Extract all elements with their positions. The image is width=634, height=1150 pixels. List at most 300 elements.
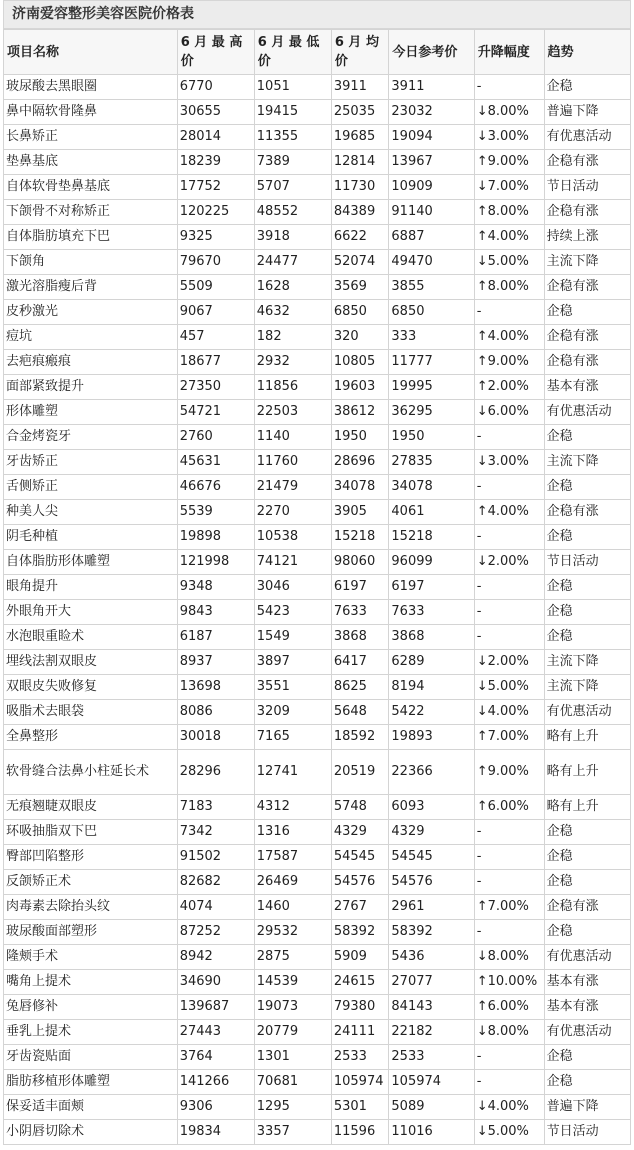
header-june-max: 6 月 最 高价 — [177, 30, 254, 75]
cell-june-max: 457 — [177, 325, 254, 350]
cell-june-min: 20779 — [254, 1020, 331, 1045]
cell-june-avg: 54545 — [331, 845, 389, 870]
cell-june-max: 91502 — [177, 845, 254, 870]
table-row — [4, 650, 631, 675]
cell-june-avg: 58392 — [331, 920, 389, 945]
cell-today-ref: 27835 — [389, 450, 474, 475]
cell-change: ↑10.00% — [474, 970, 544, 995]
cell-trend: 企稳 — [544, 845, 630, 870]
cell-june-avg: 3569 — [331, 275, 389, 300]
cell-item-name: 形体雕塑 — [4, 400, 178, 425]
cell-today-ref: 11777 — [389, 350, 474, 375]
cell-change: - — [474, 600, 544, 625]
cell-june-avg: 98060 — [331, 550, 389, 575]
cell-today-ref: 6093 — [389, 795, 474, 820]
cell-change: ↑2.00% — [474, 375, 544, 400]
table-row — [4, 300, 631, 325]
cell-june-min: 10538 — [254, 525, 331, 550]
cell-change: - — [474, 1070, 544, 1095]
cell-june-max: 30018 — [177, 725, 254, 750]
cell-item-name: 舌侧矫正 — [4, 475, 178, 500]
cell-change: - — [474, 820, 544, 845]
cell-item-name: 环吸抽脂双下巴 — [4, 820, 178, 845]
cell-june-max: 28014 — [177, 125, 254, 150]
cell-today-ref: 15218 — [389, 525, 474, 550]
cell-june-avg: 54576 — [331, 870, 389, 895]
cell-change: - — [474, 475, 544, 500]
cell-june-avg: 2533 — [331, 1045, 389, 1070]
table-row — [4, 500, 631, 525]
cell-june-min: 3918 — [254, 225, 331, 250]
header-june-avg: 6 月 均价 — [331, 30, 389, 75]
cell-june-min: 3551 — [254, 675, 331, 700]
cell-today-ref: 34078 — [389, 475, 474, 500]
cell-trend: 基本有涨 — [544, 375, 630, 400]
cell-today-ref: 36295 — [389, 400, 474, 425]
cell-june-max: 27350 — [177, 375, 254, 400]
cell-june-min: 19415 — [254, 100, 331, 125]
cell-june-max: 17752 — [177, 175, 254, 200]
cell-june-avg: 105974 — [331, 1070, 389, 1095]
cell-trend: 有优惠活动 — [544, 700, 630, 725]
cell-item-name: 保妥适丰面颊 — [4, 1095, 178, 1120]
table-row — [4, 820, 631, 845]
cell-trend: 企稳有涨 — [544, 500, 630, 525]
cell-item-name: 外眼角开大 — [4, 600, 178, 625]
table-row — [4, 550, 631, 575]
cell-june-min: 3046 — [254, 575, 331, 600]
cell-trend: 企稳 — [544, 525, 630, 550]
cell-today-ref: 19094 — [389, 125, 474, 150]
cell-june-min: 24477 — [254, 250, 331, 275]
cell-june-avg: 3911 — [331, 75, 389, 100]
cell-trend: 主流下降 — [544, 250, 630, 275]
cell-change: - — [474, 1045, 544, 1070]
table-row — [4, 970, 631, 995]
cell-june-max: 34690 — [177, 970, 254, 995]
cell-june-avg: 6197 — [331, 575, 389, 600]
cell-june-avg: 5648 — [331, 700, 389, 725]
cell-june-min: 1301 — [254, 1045, 331, 1070]
table-row — [4, 870, 631, 895]
header-june-min: 6 月 最 低价 — [254, 30, 331, 75]
cell-june-avg: 5301 — [331, 1095, 389, 1120]
cell-june-min: 22503 — [254, 400, 331, 425]
cell-trend: 节日活动 — [544, 1120, 630, 1145]
cell-trend: 企稳 — [544, 425, 630, 450]
cell-today-ref: 2533 — [389, 1045, 474, 1070]
cell-change: ↓4.00% — [474, 700, 544, 725]
cell-june-max: 9843 — [177, 600, 254, 625]
cell-item-name: 下颌角 — [4, 250, 178, 275]
cell-june-min: 11760 — [254, 450, 331, 475]
cell-item-name: 玻尿酸面部塑形 — [4, 920, 178, 945]
table-row — [4, 750, 631, 795]
cell-june-min: 1628 — [254, 275, 331, 300]
price-table-container — [3, 0, 631, 1145]
table-row — [4, 675, 631, 700]
cell-today-ref: 13967 — [389, 150, 474, 175]
cell-today-ref: 22182 — [389, 1020, 474, 1045]
cell-today-ref: 3868 — [389, 625, 474, 650]
table-row — [4, 350, 631, 375]
cell-item-name: 牙齿瓷贴面 — [4, 1045, 178, 1070]
cell-june-min: 1316 — [254, 820, 331, 845]
cell-item-name: 水泡眼重睑术 — [4, 625, 178, 650]
cell-trend: 企稳有涨 — [544, 200, 630, 225]
cell-june-avg: 6850 — [331, 300, 389, 325]
cell-change: ↓8.00% — [474, 945, 544, 970]
table-row — [4, 1095, 631, 1120]
cell-trend: 有优惠活动 — [544, 400, 630, 425]
cell-june-max: 9348 — [177, 575, 254, 600]
cell-item-name: 阴毛种植 — [4, 525, 178, 550]
cell-change: - — [474, 300, 544, 325]
cell-june-max: 9067 — [177, 300, 254, 325]
page-title: 济南爱容整形美容医院价格表 — [3, 0, 631, 29]
cell-item-name: 长鼻矫正 — [4, 125, 178, 150]
cell-june-min: 1140 — [254, 425, 331, 450]
cell-june-max: 5539 — [177, 500, 254, 525]
cell-item-name: 全鼻整形 — [4, 725, 178, 750]
cell-june-max: 82682 — [177, 870, 254, 895]
cell-june-avg: 18592 — [331, 725, 389, 750]
cell-today-ref: 58392 — [389, 920, 474, 945]
cell-trend: 有优惠活动 — [544, 125, 630, 150]
cell-trend: 企稳 — [544, 1045, 630, 1070]
cell-item-name: 鼻中隔软骨隆鼻 — [4, 100, 178, 125]
cell-change: ↑9.00% — [474, 150, 544, 175]
cell-june-max: 3764 — [177, 1045, 254, 1070]
cell-change: ↓3.00% — [474, 125, 544, 150]
cell-change: ↓3.00% — [474, 450, 544, 475]
cell-june-avg: 1950 — [331, 425, 389, 450]
cell-item-name: 软骨缝合法鼻小柱延长术 — [4, 750, 178, 795]
cell-june-min: 1295 — [254, 1095, 331, 1120]
cell-item-name: 玻尿酸去黑眼圈 — [4, 75, 178, 100]
table-row — [4, 1045, 631, 1070]
cell-june-avg: 24111 — [331, 1020, 389, 1045]
cell-trend: 企稳 — [544, 300, 630, 325]
cell-june-avg: 2767 — [331, 895, 389, 920]
table-row — [4, 845, 631, 870]
cell-change: ↑9.00% — [474, 750, 544, 795]
cell-today-ref: 7633 — [389, 600, 474, 625]
cell-today-ref: 27077 — [389, 970, 474, 995]
cell-today-ref: 5436 — [389, 945, 474, 970]
cell-trend: 基本有涨 — [544, 995, 630, 1020]
cell-change: ↓8.00% — [474, 100, 544, 125]
cell-item-name: 臀部凹陷整形 — [4, 845, 178, 870]
cell-june-max: 30655 — [177, 100, 254, 125]
cell-trend: 普遍下降 — [544, 1095, 630, 1120]
cell-change: - — [474, 525, 544, 550]
table-row — [4, 895, 631, 920]
cell-today-ref: 49470 — [389, 250, 474, 275]
table-row — [4, 600, 631, 625]
cell-change: ↓7.00% — [474, 175, 544, 200]
cell-trend: 主流下降 — [544, 450, 630, 475]
cell-june-min: 4632 — [254, 300, 331, 325]
cell-june-avg: 3905 — [331, 500, 389, 525]
cell-trend: 主流下降 — [544, 675, 630, 700]
cell-item-name: 兔唇修补 — [4, 995, 178, 1020]
cell-change: ↑4.00% — [474, 225, 544, 250]
table-row — [4, 125, 631, 150]
price-table — [3, 29, 631, 1145]
cell-item-name: 自体软骨垫鼻基底 — [4, 175, 178, 200]
cell-june-max: 27443 — [177, 1020, 254, 1045]
cell-june-avg: 28696 — [331, 450, 389, 475]
cell-june-min: 11355 — [254, 125, 331, 150]
cell-june-min: 4312 — [254, 795, 331, 820]
cell-june-min: 1051 — [254, 75, 331, 100]
cell-trend: 企稳有涨 — [544, 350, 630, 375]
cell-june-avg: 7633 — [331, 600, 389, 625]
cell-item-name: 无痕翘睫双眼皮 — [4, 795, 178, 820]
table-row — [4, 525, 631, 550]
cell-trend: 企稳 — [544, 475, 630, 500]
cell-change: - — [474, 575, 544, 600]
cell-june-min: 19073 — [254, 995, 331, 1020]
cell-today-ref: 84143 — [389, 995, 474, 1020]
table-row — [4, 150, 631, 175]
cell-item-name: 自体脂肪形体雕塑 — [4, 550, 178, 575]
table-row — [4, 325, 631, 350]
cell-today-ref: 5089 — [389, 1095, 474, 1120]
cell-june-avg: 25035 — [331, 100, 389, 125]
cell-june-min: 5707 — [254, 175, 331, 200]
cell-item-name: 隆颊手术 — [4, 945, 178, 970]
cell-change: ↑4.00% — [474, 500, 544, 525]
cell-june-min: 70681 — [254, 1070, 331, 1095]
cell-today-ref: 19893 — [389, 725, 474, 750]
cell-item-name: 肉毒素去除抬头纹 — [4, 895, 178, 920]
table-row — [4, 75, 631, 100]
cell-item-name: 小阴唇切除术 — [4, 1120, 178, 1145]
cell-june-max: 13698 — [177, 675, 254, 700]
cell-trend: 企稳有涨 — [544, 150, 630, 175]
cell-june-avg: 5748 — [331, 795, 389, 820]
cell-item-name: 眼角提升 — [4, 575, 178, 600]
cell-change: ↑6.00% — [474, 995, 544, 1020]
cell-june-max: 45631 — [177, 450, 254, 475]
cell-june-max: 4074 — [177, 895, 254, 920]
cell-june-max: 9306 — [177, 1095, 254, 1120]
cell-change: ↓6.00% — [474, 400, 544, 425]
cell-item-name: 脂肪移植形体雕塑 — [4, 1070, 178, 1095]
table-row — [4, 375, 631, 400]
cell-today-ref: 2961 — [389, 895, 474, 920]
cell-june-max: 9325 — [177, 225, 254, 250]
cell-trend: 企稳 — [544, 870, 630, 895]
table-row — [4, 175, 631, 200]
cell-item-name: 反颌矫正术 — [4, 870, 178, 895]
cell-change: - — [474, 425, 544, 450]
cell-change: ↓2.00% — [474, 550, 544, 575]
cell-item-name: 种美人尖 — [4, 500, 178, 525]
cell-today-ref: 6850 — [389, 300, 474, 325]
cell-change: ↓8.00% — [474, 1020, 544, 1045]
cell-item-name: 埋线法割双眼皮 — [4, 650, 178, 675]
cell-trend: 企稳 — [544, 600, 630, 625]
table-row — [4, 625, 631, 650]
cell-june-max: 46676 — [177, 475, 254, 500]
cell-june-max: 120225 — [177, 200, 254, 225]
table-row — [4, 475, 631, 500]
cell-june-min: 11856 — [254, 375, 331, 400]
cell-june-max: 18239 — [177, 150, 254, 175]
table-row — [4, 995, 631, 1020]
cell-today-ref: 6197 — [389, 575, 474, 600]
cell-trend: 略有上升 — [544, 750, 630, 795]
cell-item-name: 痘坑 — [4, 325, 178, 350]
table-row — [4, 100, 631, 125]
table-row — [4, 275, 631, 300]
cell-today-ref: 3911 — [389, 75, 474, 100]
cell-june-max: 139687 — [177, 995, 254, 1020]
cell-today-ref: 3855 — [389, 275, 474, 300]
cell-today-ref: 1950 — [389, 425, 474, 450]
cell-item-name: 垂乳上提术 — [4, 1020, 178, 1045]
cell-today-ref: 54545 — [389, 845, 474, 870]
cell-june-avg: 15218 — [331, 525, 389, 550]
cell-june-avg: 19603 — [331, 375, 389, 400]
cell-change: ↓4.00% — [474, 1095, 544, 1120]
cell-today-ref: 22366 — [389, 750, 474, 795]
cell-june-min: 7389 — [254, 150, 331, 175]
cell-change: ↑7.00% — [474, 725, 544, 750]
cell-june-min: 2875 — [254, 945, 331, 970]
header-change: 升降幅度 — [474, 30, 544, 75]
cell-item-name: 面部紧致提升 — [4, 375, 178, 400]
cell-june-avg: 84389 — [331, 200, 389, 225]
cell-june-min: 5423 — [254, 600, 331, 625]
cell-june-avg: 20519 — [331, 750, 389, 795]
cell-today-ref: 19995 — [389, 375, 474, 400]
cell-change: ↑8.00% — [474, 275, 544, 300]
cell-june-max: 8937 — [177, 650, 254, 675]
cell-june-max: 19898 — [177, 525, 254, 550]
cell-june-max: 2760 — [177, 425, 254, 450]
cell-trend: 企稳 — [544, 920, 630, 945]
cell-june-min: 1460 — [254, 895, 331, 920]
cell-today-ref: 8194 — [389, 675, 474, 700]
cell-june-max: 6770 — [177, 75, 254, 100]
table-row — [4, 225, 631, 250]
cell-change: - — [474, 870, 544, 895]
cell-item-name: 垫鼻基底 — [4, 150, 178, 175]
cell-june-min: 14539 — [254, 970, 331, 995]
cell-trend: 主流下降 — [544, 650, 630, 675]
cell-june-min: 2932 — [254, 350, 331, 375]
cell-june-avg: 4329 — [331, 820, 389, 845]
cell-item-name: 吸脂术去眼袋 — [4, 700, 178, 725]
cell-june-avg: 52074 — [331, 250, 389, 275]
cell-trend: 略有上升 — [544, 795, 630, 820]
cell-change: ↑7.00% — [474, 895, 544, 920]
cell-item-name: 牙齿矫正 — [4, 450, 178, 475]
cell-change: - — [474, 625, 544, 650]
cell-item-name: 自体脂肪填充下巴 — [4, 225, 178, 250]
cell-june-min: 7165 — [254, 725, 331, 750]
cell-trend: 有优惠活动 — [544, 1020, 630, 1045]
cell-item-name: 合金烤瓷牙 — [4, 425, 178, 450]
cell-change: ↑9.00% — [474, 350, 544, 375]
cell-today-ref: 4061 — [389, 500, 474, 525]
cell-today-ref: 6887 — [389, 225, 474, 250]
cell-change: ↓5.00% — [474, 1120, 544, 1145]
cell-june-min: 12741 — [254, 750, 331, 795]
header-trend: 趋势 — [544, 30, 630, 75]
cell-trend: 企稳有涨 — [544, 895, 630, 920]
header-today-ref: 今日参考价 — [389, 30, 474, 75]
table-row — [4, 575, 631, 600]
header-item-name: 项目名称 — [4, 30, 178, 75]
cell-today-ref: 91140 — [389, 200, 474, 225]
cell-june-min: 182 — [254, 325, 331, 350]
cell-june-min: 26469 — [254, 870, 331, 895]
cell-today-ref: 4329 — [389, 820, 474, 845]
cell-trend: 企稳 — [544, 820, 630, 845]
cell-today-ref: 333 — [389, 325, 474, 350]
table-header-row — [4, 30, 631, 75]
cell-today-ref: 23032 — [389, 100, 474, 125]
cell-change: - — [474, 75, 544, 100]
cell-june-avg: 6622 — [331, 225, 389, 250]
cell-change: - — [474, 920, 544, 945]
cell-june-avg: 11730 — [331, 175, 389, 200]
cell-item-name: 嘴角上提术 — [4, 970, 178, 995]
table-row — [4, 425, 631, 450]
table-row — [4, 725, 631, 750]
cell-trend: 企稳 — [544, 1070, 630, 1095]
cell-trend: 有优惠活动 — [544, 945, 630, 970]
cell-june-avg: 320 — [331, 325, 389, 350]
cell-june-max: 8086 — [177, 700, 254, 725]
cell-june-avg: 6417 — [331, 650, 389, 675]
table-row — [4, 400, 631, 425]
cell-june-avg: 38612 — [331, 400, 389, 425]
cell-june-avg: 8625 — [331, 675, 389, 700]
cell-june-min: 74121 — [254, 550, 331, 575]
cell-trend: 普遍下降 — [544, 100, 630, 125]
cell-june-max: 28296 — [177, 750, 254, 795]
cell-june-max: 18677 — [177, 350, 254, 375]
table-row — [4, 1020, 631, 1045]
cell-june-max: 6187 — [177, 625, 254, 650]
cell-today-ref: 96099 — [389, 550, 474, 575]
cell-june-min: 2270 — [254, 500, 331, 525]
cell-today-ref: 6289 — [389, 650, 474, 675]
cell-today-ref: 54576 — [389, 870, 474, 895]
table-row — [4, 795, 631, 820]
cell-change: ↓2.00% — [474, 650, 544, 675]
cell-item-name: 下颌骨不对称矫正 — [4, 200, 178, 225]
cell-today-ref: 10909 — [389, 175, 474, 200]
cell-item-name: 皮秒激光 — [4, 300, 178, 325]
table-row — [4, 920, 631, 945]
cell-trend: 略有上升 — [544, 725, 630, 750]
table-row — [4, 450, 631, 475]
cell-trend: 企稳 — [544, 575, 630, 600]
cell-june-min: 21479 — [254, 475, 331, 500]
cell-june-min: 3209 — [254, 700, 331, 725]
cell-change: - — [474, 845, 544, 870]
cell-change: ↑6.00% — [474, 795, 544, 820]
table-row — [4, 200, 631, 225]
cell-june-min: 1549 — [254, 625, 331, 650]
